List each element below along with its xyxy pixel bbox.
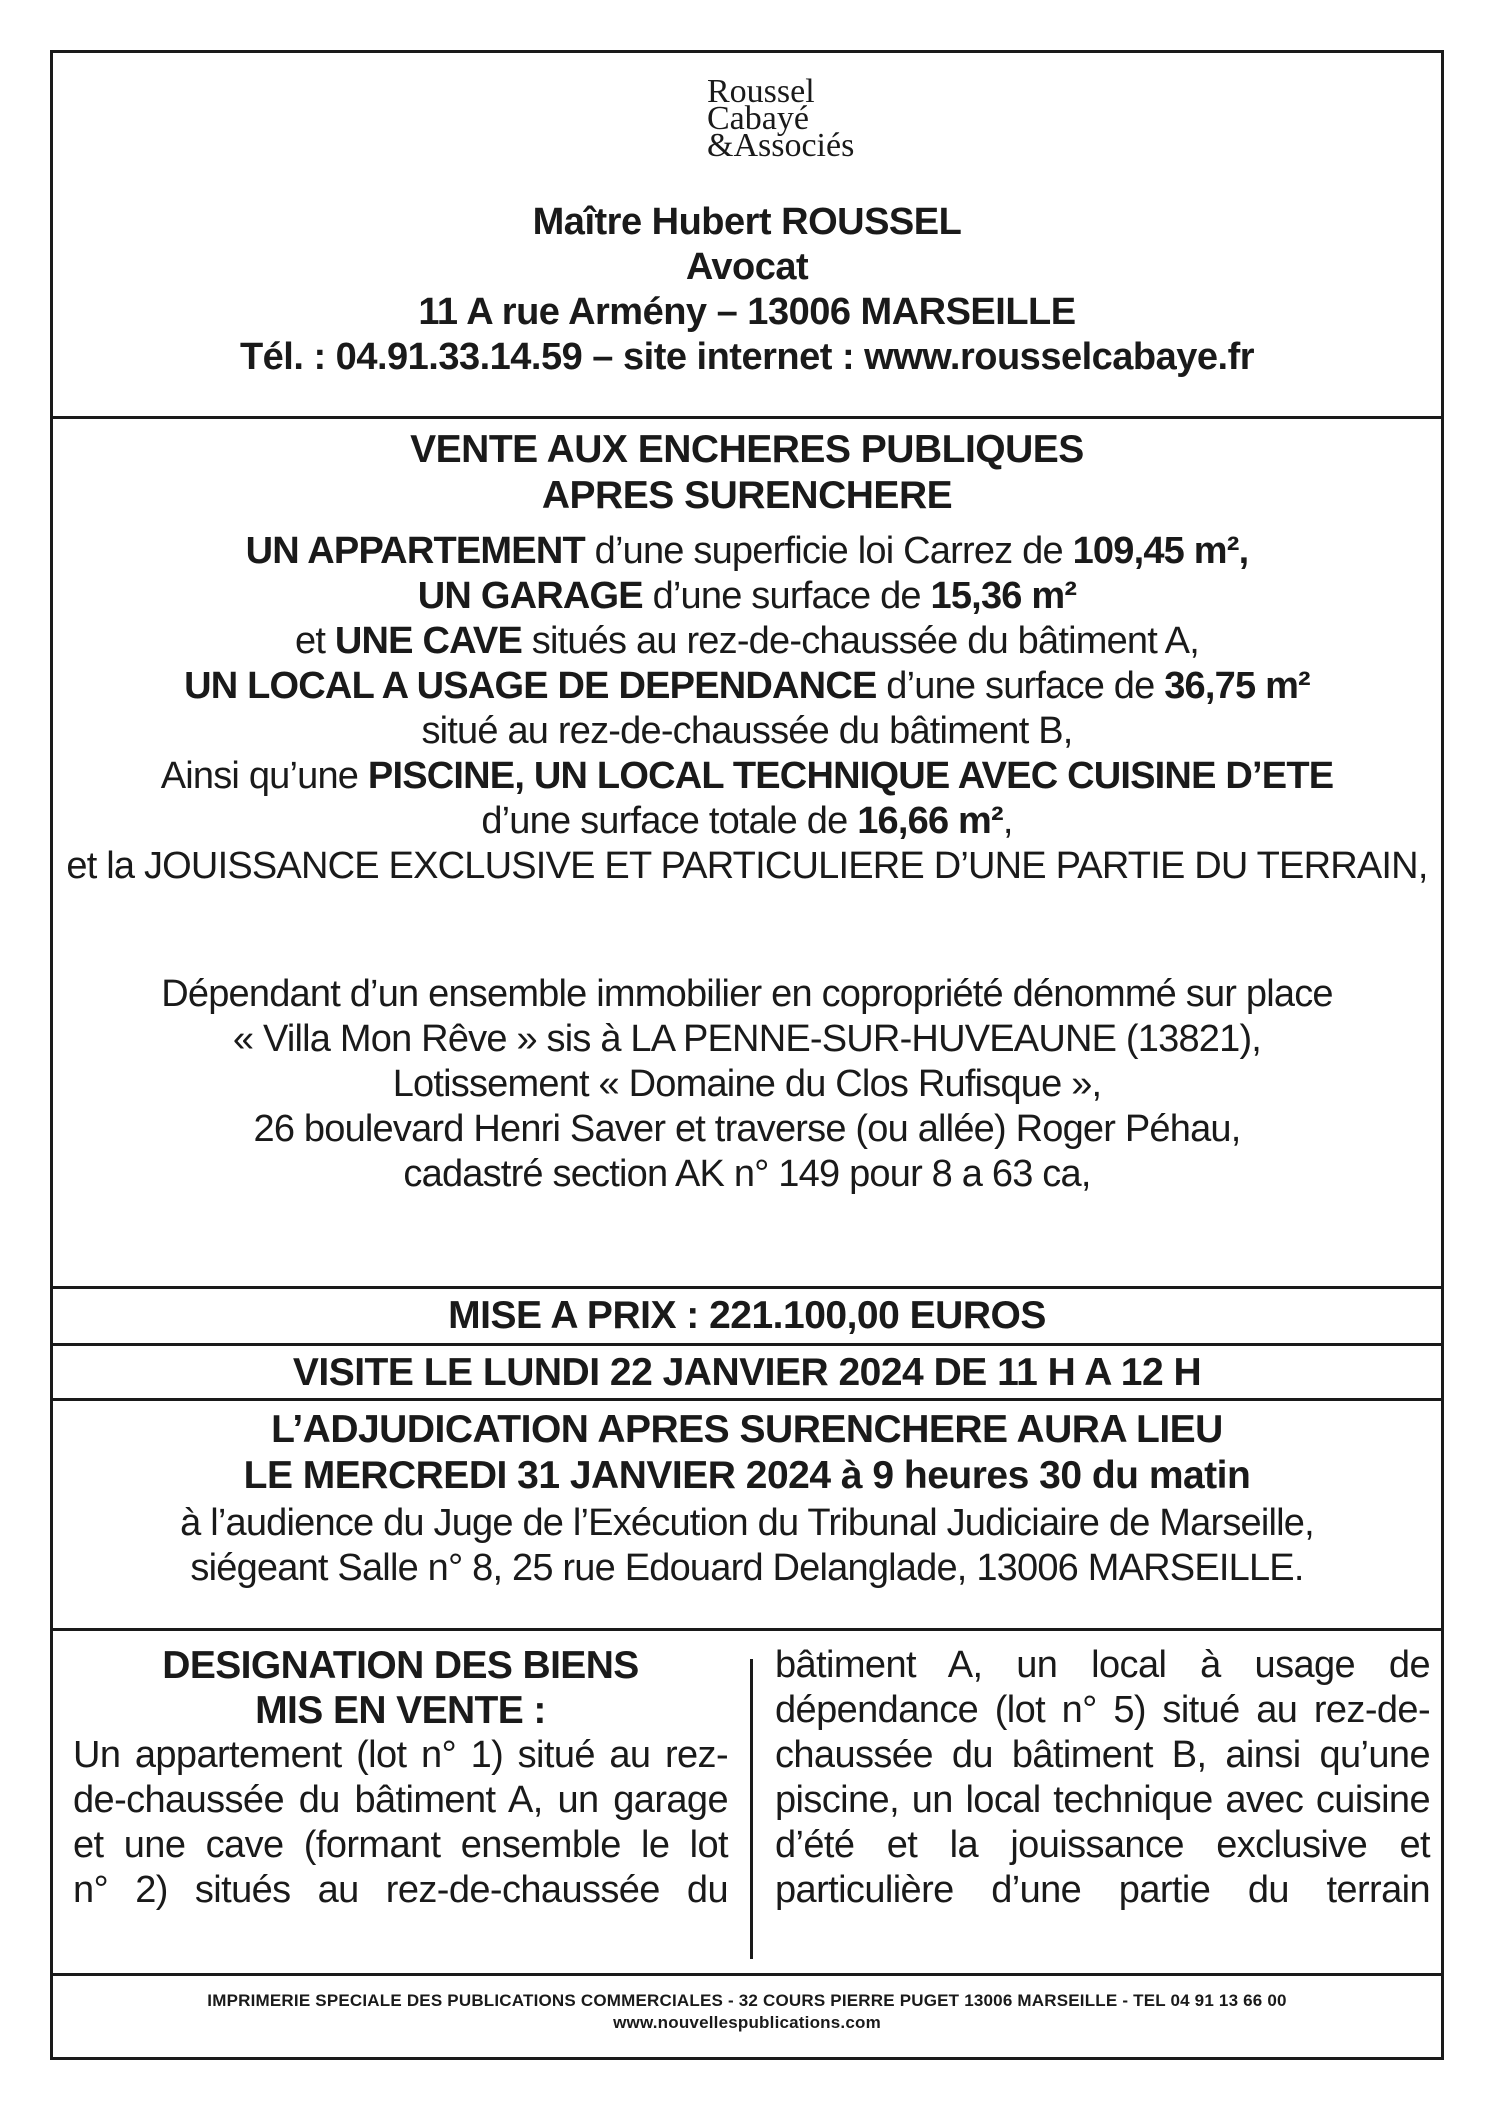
price-section	[53, 1286, 1441, 1343]
designation-text-line: n° 2) situés au rez-de-chaussée du	[73, 1869, 728, 1911]
location-line: Lotissement « Domaine du Clos Rufisque »,	[392, 1063, 1102, 1105]
designation-title-1: DESIGNATION DES BIENS	[162, 1644, 639, 1687]
adjudication-line-3: à l’audience du Juge de l’Exécution du Tribunal Judiciaire de Marseille,	[180, 1502, 1314, 1544]
adjudication-details	[53, 1501, 1441, 1591]
designation-text-line: dépendance (lot n° 5) situé au rez-de-	[775, 1689, 1430, 1731]
designation-text-line: d’été et la jouissance exclusive et	[775, 1824, 1430, 1866]
printer-website: www.nouvellespublications.com	[613, 2013, 881, 2032]
designation-right-column	[775, 1643, 1430, 1913]
desc-line: d’une surface totale de 16,66 m²,	[481, 800, 1013, 842]
adjudication-title	[53, 1407, 1441, 1499]
designation-text-line: piscine, un local technique avec cuisine	[775, 1779, 1430, 1821]
designation-left-text	[73, 1733, 728, 1913]
location-line: « Villa Mon Rêve » sis à LA PENNE-SUR-HUVEAUNE (13821),	[232, 1018, 1262, 1060]
adjudication-line-1: L’ADJUDICATION APRES SURENCHERE AURA LIEU	[271, 1408, 1223, 1451]
lawyer-name: Maître Hubert ROUSSEL	[532, 201, 962, 243]
visit-section	[53, 1343, 1441, 1398]
designation-text-line: et une cave (formant ensemble le lot	[73, 1824, 728, 1866]
desc-line: UN APPARTEMENT d’une superficie loi Carrez de 109,45 m²,	[245, 530, 1249, 572]
location-description	[53, 972, 1441, 1197]
desc-line: et UNE CAVE situés au rez-de-chaussée du bâtiment A,	[295, 620, 1199, 662]
desc-line: et la JOUISSANCE EXCLUSIVE ET PARTICULIERE D’UNE PARTIE DU TERRAIN,	[66, 845, 1428, 887]
desc-line: UN GARAGE d’une surface de 15,36 m²	[417, 575, 1077, 617]
desc-line: UN LOCAL A USAGE DE DEPENDANCE d’une surface de 36,75 m²	[184, 665, 1310, 707]
footer-section	[53, 1973, 1441, 2060]
sale-title	[53, 427, 1441, 519]
starting-price: MISE A PRIX : 221.100,00 EUROS	[448, 1294, 1046, 1337]
sale-title-line-1: VENTE AUX ENCHERES PUBLIQUES	[410, 428, 1084, 471]
printer-info: IMPRIMERIE SPECIALE DES PUBLICATIONS COMMERCIALES - 32 COURS PIERRE PUGET 13006 MARSEILLE - TEL 04 91 13 66 00	[207, 1991, 1287, 2010]
designation-section	[53, 1628, 1441, 1973]
adjudication-section	[53, 1398, 1441, 1628]
designation-text-line: chaussée du bâtiment B, ainsi qu’une	[775, 1734, 1430, 1776]
designation-text-line: particulière d’une partie du terrain	[775, 1869, 1430, 1911]
designation-right-text	[775, 1643, 1430, 1913]
logo-line-3: &Associés	[707, 127, 855, 164]
notice-frame	[50, 50, 1444, 2060]
lawyer-title: Avocat	[685, 246, 809, 288]
firm-logo	[707, 73, 887, 164]
designation-left-column	[73, 1643, 728, 1913]
lawyer-contact: Tél. : 04.91.33.14.59 – site internet : www.rousselcabaye.fr	[239, 336, 1255, 378]
adjudication-line-4: siégeant Salle n° 8, 25 rue Edouard Delanglade, 13006 MARSEILLE.	[190, 1547, 1304, 1589]
visit-date: VISITE LE LUNDI 22 JANVIER 2024 DE 11 H A 12 H	[292, 1351, 1202, 1394]
logo-line-1: Roussel	[707, 73, 815, 110]
location-line: 26 boulevard Henri Saver et traverse (ou allée) Roger Péhau,	[253, 1108, 1241, 1150]
location-line: Dépendant d’un ensemble immobilier en copropriété dénommé sur place	[161, 973, 1333, 1015]
logo-line-2: Cabayé	[707, 100, 809, 137]
designation-text-line: Un appartement (lot n° 1) situé au rez-	[73, 1734, 728, 1776]
property-description	[53, 529, 1441, 889]
designation-text-line: de-chaussée du bâtiment A, un garage	[73, 1779, 728, 1821]
lawyer-header	[53, 200, 1441, 380]
location-line: cadastré section AK n° 149 pour 8 a 63 ca,	[403, 1153, 1091, 1195]
adjudication-line-2: LE MERCREDI 31 JANVIER 2024 à 9 heures 30 du matin	[243, 1454, 1251, 1497]
desc-line: Ainsi qu’une PISCINE, UN LOCAL TECHNIQUE AVEC CUISINE D’ETE	[160, 755, 1334, 797]
sale-section	[53, 416, 1441, 1286]
printer-footer	[53, 1990, 1441, 2034]
designation-title-2: MIS EN VENTE :	[255, 1689, 546, 1732]
sale-title-line-2: APRES SURENCHERE	[541, 474, 953, 517]
designation-text-line: bâtiment A, un local à usage de	[775, 1644, 1430, 1686]
lawyer-address: 11 A rue Armény – 13006 MARSEILLE	[418, 291, 1076, 333]
column-divider	[750, 1659, 753, 1959]
desc-line: situé au rez-de-chaussée du bâtiment B,	[421, 710, 1073, 752]
